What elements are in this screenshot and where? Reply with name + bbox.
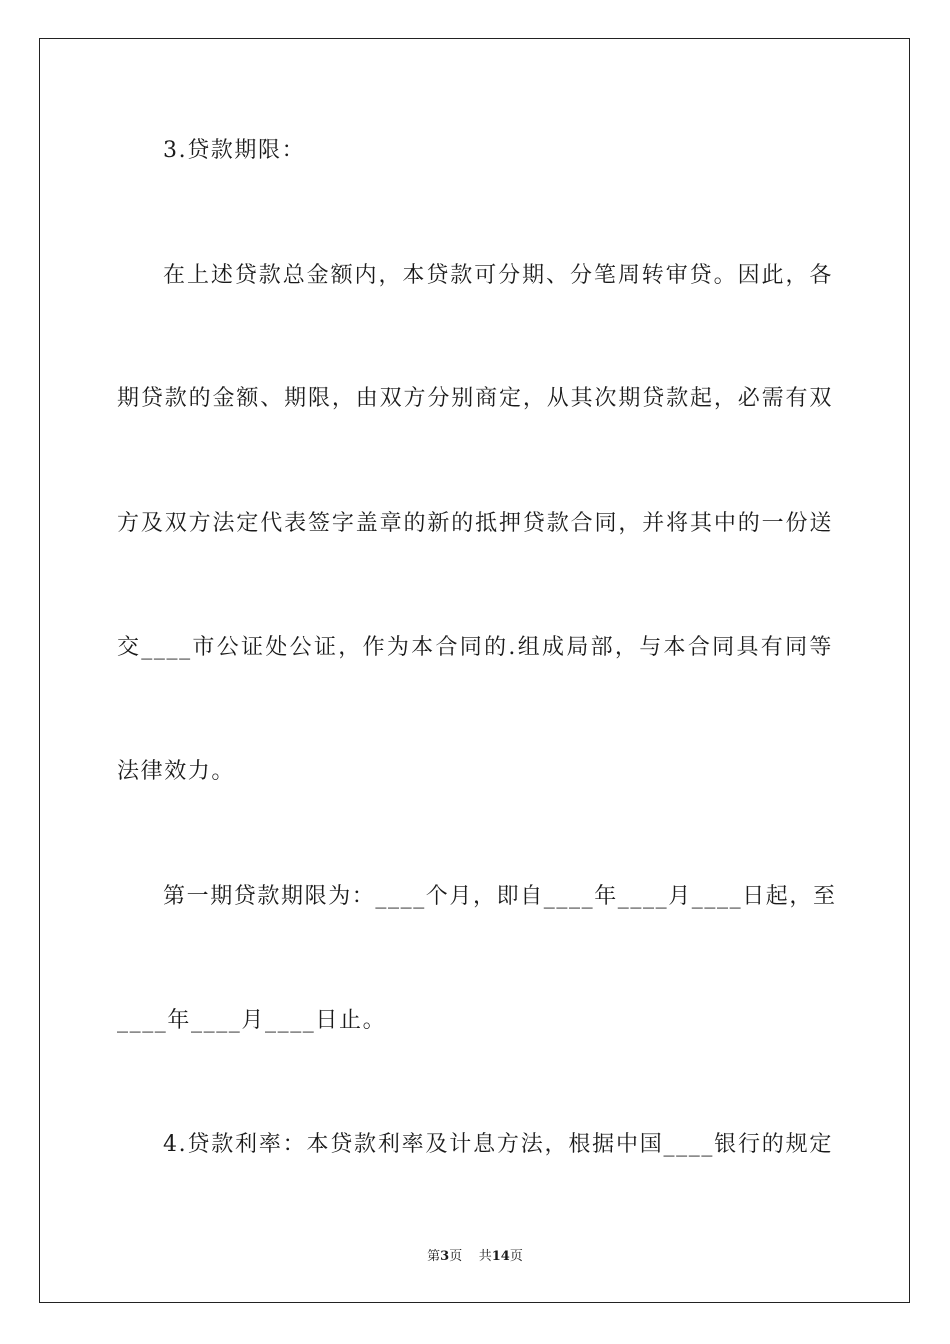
paragraph-line: 法律效力。 <box>117 759 236 784</box>
footer-total-suffix: 页 <box>509 1249 523 1264</box>
paragraph-line: 交____市公证处公证，作为本合同的.组成局部，与本合同具有同等 <box>117 635 833 660</box>
page-footer <box>0 1248 950 1266</box>
footer-page-prefix: 第 <box>427 1249 441 1264</box>
page-frame <box>39 38 910 1303</box>
paragraph-line: 方及双方法定代表签字盖章的新的抵押贷款合同，并将其中的一份送 <box>117 511 833 536</box>
paragraph-line: 在上述贷款总金额内，本贷款可分期、分笔周转审贷。因此，各 <box>163 263 833 288</box>
footer-total-number: 14 <box>491 1249 510 1264</box>
section-heading-loan-term: 3.贷款期限： <box>163 138 306 163</box>
footer-page-number: 3 <box>440 1249 450 1264</box>
footer-page-suffix: 页 <box>449 1249 463 1264</box>
paragraph-line: ____年____月____日止。 <box>117 1008 387 1033</box>
paragraph-line: 第一期贷款期限为：____个月，即自____年____月____日起，至 <box>163 884 837 909</box>
footer-total-prefix: 共 <box>478 1249 492 1264</box>
section-heading-interest-rate: 4.贷款利率：本贷款利率及计息方法，根据中国____银行的规定 <box>163 1132 833 1157</box>
paragraph-line: 期贷款的金额、期限，由双方分别商定，从其次期贷款起，必需有双 <box>117 386 833 411</box>
